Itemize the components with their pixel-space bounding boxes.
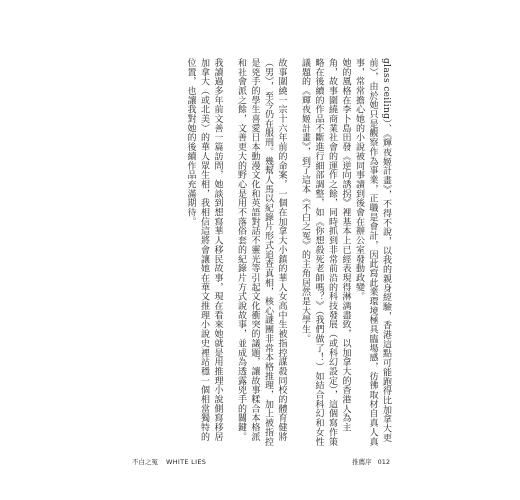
book-title-zh: 不白之冤 [132, 458, 158, 466]
page-number: 012 [377, 458, 390, 466]
book-title-en: WHITE LIES [166, 458, 207, 466]
running-title [132, 457, 206, 466]
paragraph-2: 她的風格在李卜島田發《逆向誘拐》裡基本上已經表現得淋漓盡致，以加拿大的香港人為主角，故事圍繞商業社會的運作之餘，同時抓到非常前沿的科技發展（或科幻設定），這個寫作策略在後續的作品不斷進行細部調整，如《你想殺死老師嗎？》（我們做了！）如結合科幻和女性議題的《輝夜姬計畫》，到了這本《不白之冤》的主角居然是大學生。 [300, 58, 351, 447]
paragraph-3: 故事圍繞一宗十六年前的命案，一個在加拿大小鎮的華人女高中生被指控謀殺同校的體育健將（男），至今仍在服刑。幾幫人馬以紀錄片形式追查真相，核心謎團非常本格推理，加上被指控是兇手的學生喜愛日本動漫文化和英語對話不靈光等引起文化衝突的議題，讓故事糅合本格派和社會派之餘，文善更大的野心是用不落俗套的紀錄片方式說故事，並成為透露兇手的關鍵。 [236, 58, 287, 447]
section-label: 推薦序 [352, 458, 372, 466]
running-section [352, 457, 390, 466]
paragraph-4: 我讀過多年前文善一篇訪問，她談到想寫華人移民故事，現在看來她就是用推理小說側寫移居加拿大（或北美）的華人眾生相，我相信這將會讓她在華文推理小說史裡站穩一個相當獨特的位置，也讓我對她的後續作品充滿期待。 [185, 58, 223, 442]
page-footer [0, 457, 520, 469]
paragraph-1: glass ceiling）、《輝夜姬計畫》，不得不說，以我的親身經驗，香港這點可能跑得比加拿大更前），由於她只是觀察作為事業，正職是會計，因此寫此業環境極具臨場感，彷彿取材自真人真事，常常擔心她的小說被同事讀到後會在辦公室發動政變。 [354, 58, 391, 447]
body-text [107, 58, 392, 450]
